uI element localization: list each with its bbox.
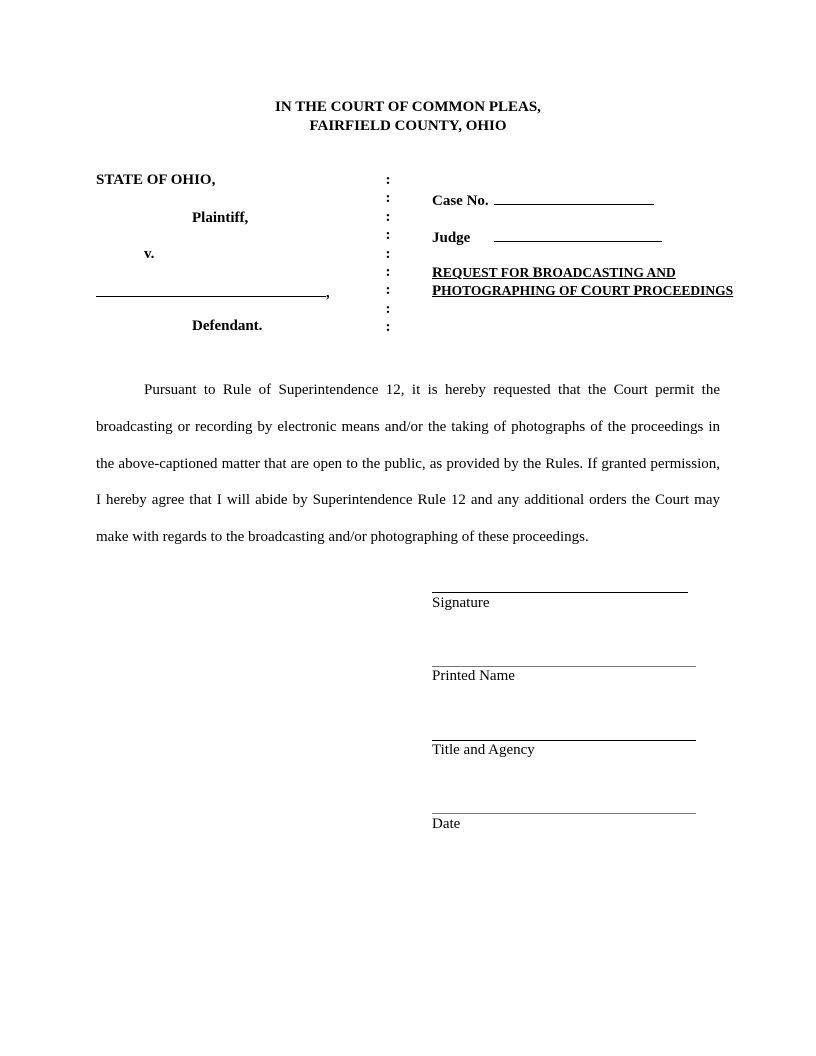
- judge-field[interactable]: [432, 227, 662, 247]
- caption-colon: :: [385, 264, 391, 280]
- judge-line[interactable]: [494, 227, 662, 242]
- title-text: EQUEST FOR: [442, 265, 533, 280]
- title-char: C: [580, 283, 592, 299]
- caption-colon: :: [385, 227, 391, 243]
- defendant-comma: ,: [326, 285, 330, 301]
- plaintiff-label: Plaintiff,: [192, 210, 249, 226]
- title-text: OURT: [591, 283, 634, 298]
- case-number-field[interactable]: [432, 190, 654, 210]
- title-text: ROADCASTING AND: [542, 265, 676, 280]
- signature-label: Signature: [432, 595, 490, 611]
- title-char: R: [432, 265, 443, 281]
- title-text: ROCEEDINGS: [642, 283, 734, 298]
- defendant-name-line[interactable]: [96, 282, 326, 297]
- date-label: Date: [432, 816, 461, 832]
- county-name: FAIRFIELD COUNTY, OHIO: [309, 118, 507, 134]
- request-paragraph: Pursuant to Rule of Superintendence 12, it is hereby requested that the Court permit the broadcasting or recording by electronic means and/or the taking of photographs of the proceedings in the above-captioned matter that are open to the public, as provided by the Rules. If granted permission, I hereby agree that I will abide by Superintendence Rule 12 and any additional orders the Court may make with regards to the broadcasting and/or photographing of these proceedings.: [96, 382, 720, 546]
- defendant-name-field[interactable]: [96, 282, 330, 302]
- printed-name-label: Printed Name: [432, 668, 515, 684]
- caption-colon: :: [385, 209, 391, 225]
- signature-line[interactable]: [432, 592, 688, 593]
- title-char: P: [633, 283, 643, 299]
- title-char: B: [532, 265, 543, 281]
- caption-colon: :: [385, 301, 391, 317]
- caption-colon: :: [385, 246, 391, 262]
- court-name: IN THE COURT OF COMMON PLEAS,: [275, 99, 541, 115]
- court-header: [0, 98, 816, 136]
- title-text: HOTOGRAPHING OF: [441, 283, 581, 298]
- title-agency-label: Title and Agency: [432, 742, 535, 758]
- judge-label: Judge: [432, 230, 471, 246]
- title-char: P: [432, 283, 442, 299]
- date-line[interactable]: [432, 813, 696, 814]
- plaintiff-name: STATE OF OHIO,: [96, 172, 216, 188]
- defendant-label: Defendant.: [192, 318, 263, 334]
- caption-colon: :: [385, 172, 391, 188]
- document-title-line1: [432, 265, 676, 282]
- printed-name-line[interactable]: [432, 666, 696, 667]
- versus-label: v.: [144, 246, 155, 262]
- caption-colon: :: [385, 190, 391, 206]
- caption-colon: :: [385, 319, 391, 335]
- case-number-label: Case No.: [432, 193, 489, 209]
- caption-colon: :: [385, 282, 391, 298]
- document-title-line2: [432, 283, 733, 300]
- case-number-line[interactable]: [494, 190, 654, 205]
- title-agency-line[interactable]: [432, 740, 696, 741]
